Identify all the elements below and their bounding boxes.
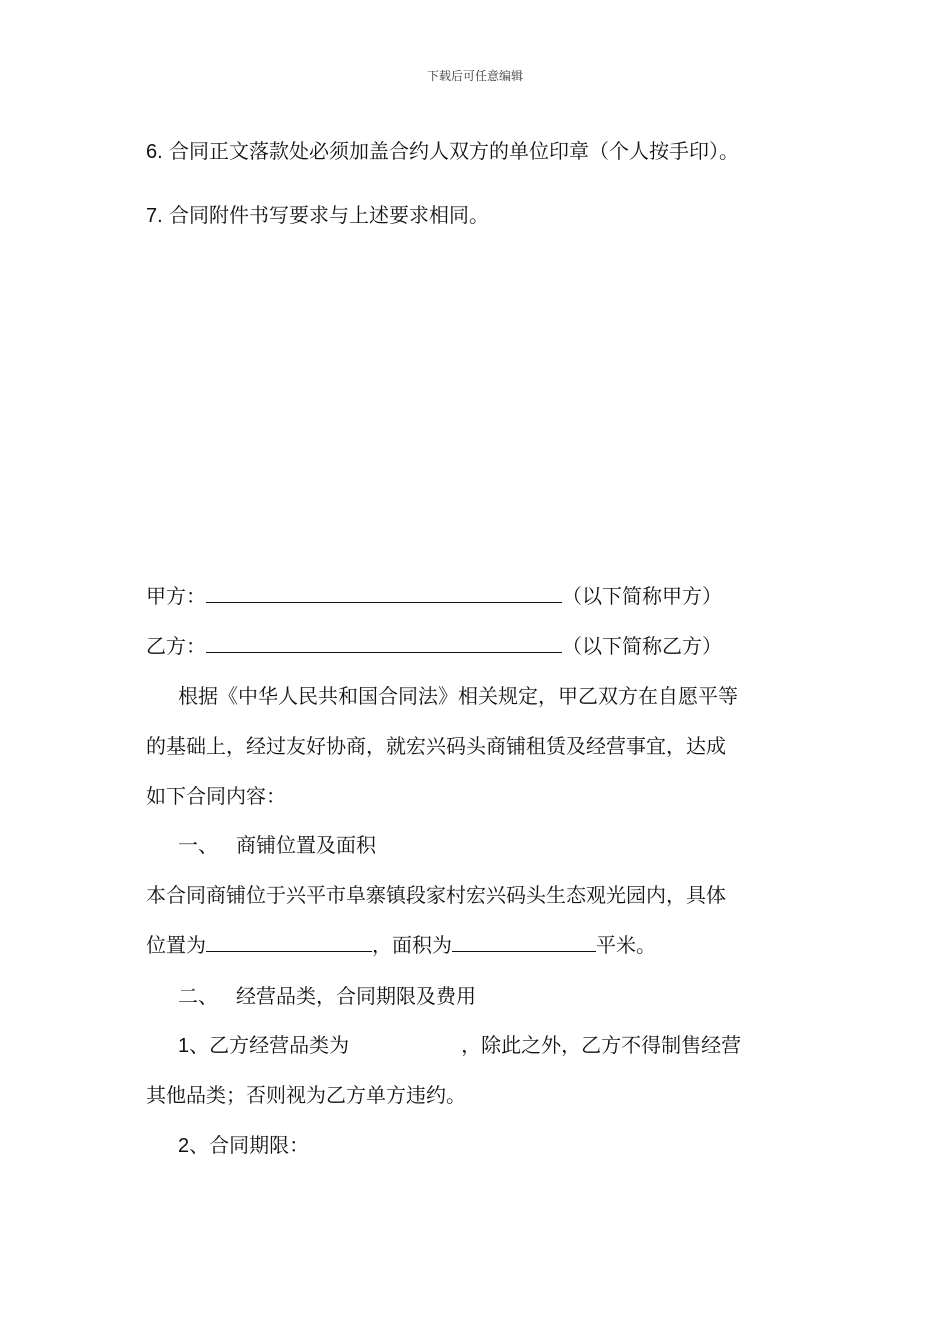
party-a-blank[interactable]: [206, 582, 562, 603]
location-label: 位置为: [146, 933, 206, 957]
area-label: ，面积为: [372, 933, 452, 957]
contract-term-label: 、合同期限：: [189, 1133, 310, 1157]
section-2-item-1-line-2: 其他品类；否则视为乙方单方违约。: [146, 1083, 466, 1107]
party-b-line: [146, 632, 722, 660]
party-b-blank[interactable]: [206, 632, 562, 653]
location-blank[interactable]: [206, 931, 372, 952]
category-label: 、乙方经营品类为: [189, 1033, 350, 1057]
item-7: [146, 201, 489, 230]
section-2-title: 经营品类，合同期限及费用: [236, 984, 476, 1008]
item-6-number: 6.: [146, 141, 163, 163]
party-a-suffix: （以下简称甲方）: [562, 584, 722, 608]
area-blank[interactable]: [452, 931, 596, 952]
section-2-item-1: [178, 1031, 741, 1060]
item-2-number: 2: [178, 1135, 190, 1157]
section-1-line-1: 本合同商铺位于兴平市阜寨镇段家村宏兴码头生态观光园内，具体: [146, 883, 726, 907]
party-a-label: 甲方：: [146, 584, 206, 608]
area-unit: 平米。: [596, 933, 656, 957]
item-1-number: 1: [178, 1035, 190, 1057]
party-b-label: 乙方：: [146, 634, 206, 658]
item-7-number: 7.: [146, 205, 163, 227]
item-6: [146, 137, 739, 166]
category-rest: ，除此之外，乙方不得制售经营: [461, 1033, 742, 1057]
section-2-heading: [178, 982, 476, 1010]
party-b-suffix: （以下简称乙方）: [562, 634, 722, 658]
intro-line-2: 的基础上，经过友好协商，就宏兴码头商铺租赁及经营事宜，达成: [146, 734, 726, 758]
intro-line-3: 如下合同内容：: [146, 784, 286, 808]
section-1-number: 一、: [178, 833, 218, 857]
item-6-text: 合同正文落款处必须加盖合约人双方的单位印章（个人按手印）。: [169, 139, 740, 163]
section-2-number: 二、: [178, 984, 218, 1008]
page-header: 下载后可任意编辑: [426, 69, 523, 83]
section-1-line-2: [146, 931, 656, 959]
party-a-line: [146, 582, 722, 610]
intro-line-1: 根据《中华人民共和国合同法》相关规定，甲乙双方在自愿平等: [178, 684, 738, 708]
section-1-title: 商铺位置及面积: [236, 833, 376, 857]
item-7-text: 合同附件书写要求与上述要求相同。: [169, 203, 490, 227]
section-2-item-2: [178, 1131, 309, 1160]
section-1-heading: [178, 831, 376, 859]
